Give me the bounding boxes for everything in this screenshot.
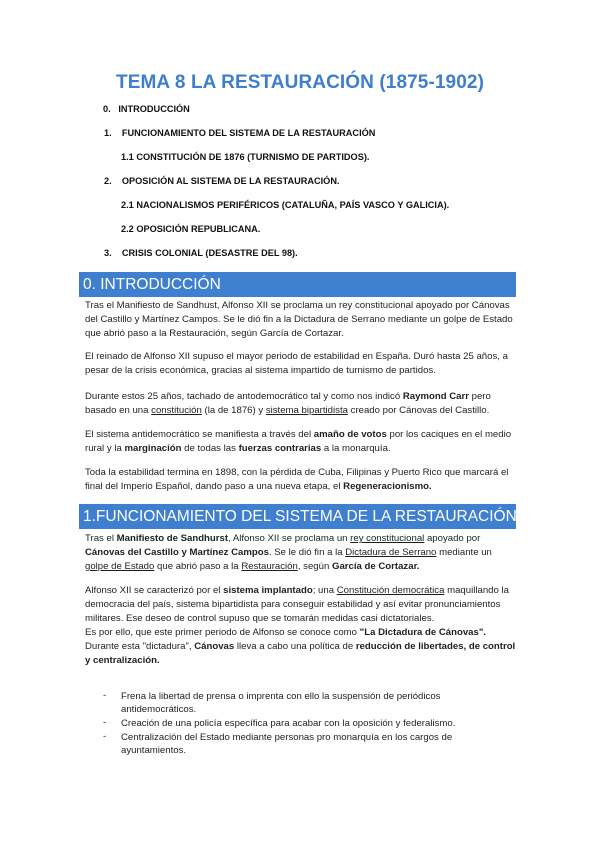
toc-text: INTRODUCCIÓN	[118, 104, 190, 114]
toc-item-2-2	[121, 224, 260, 234]
toc-item-3	[104, 248, 298, 258]
toc-text: 2.2 OPOSICIÓN REPUBLICANA.	[121, 224, 261, 234]
toc-number: 1.	[104, 128, 112, 138]
toc-text: CRISIS COLONIAL (DESASTRE DEL 98).	[121, 248, 298, 258]
list-item: Frena la libertad de prensa o imprenta con ello la suspensión de periódicos antidemocráticos.	[121, 691, 441, 715]
funcionamiento-paragraph-2: Alfonso XII se caracterizó por el sistema implantado; una Constitución democrática maquillando la democracia del país, sistema bipartidista para conseguir estabilidad y así evitar pronunciamientos militares. Ese deseo de control supuso que se tomarán medidas casi dictatoriales. Es por ello, que este primer periodo de Alfonso se conoce como "La Dictadura de Cánovas". Durante esta "dictadura", Cánovas lleva a cabo una política de reducción de libertades, de control y centralización.	[85, 585, 516, 666]
toc-number: 2.	[104, 176, 112, 186]
bullet-marker: -	[103, 731, 107, 742]
list-item: Creación de una policía específica para acabar con la oposición y federalismo.	[121, 718, 456, 729]
intro-paragraph-1: Tras el Manifiesto de Sandhust, Alfonso XII se proclama un rey constitucional apoyado por Cánovas del Castillo y Martínez Campos. Se le dió fin a la Dictadura de Serrano mediante un golpe de Estado que abrió paso a la Restauración, según García de Cortazar.	[85, 300, 513, 339]
toc-text: FUNCIONAMIENTO DEL SISTEMA DE LA RESTAURACIÓN	[121, 128, 376, 138]
toc-text: 1.1 CONSTITUCIÓN DE 1876 (TURNISMO DE PARTIDOS).	[121, 152, 370, 162]
intro-paragraph-4: El sistema antidemocrático se manifiesta a través del amaño de votos por los caciques en el medio rural y la marginación de todas las fuerzas contrarias a la monarquía.	[85, 429, 512, 454]
funcionamiento-paragraph-1: Tras el Manifiesto de Sandhurst, Alfonso XII se proclama un rey constitucional apoyado por Cánovas del Castillo y Martínez Campos. Se le dió fin a la Dictadura de Serrano mediante un golpe de Estado que abrió paso a la Restauración, según García de Cortazar.	[85, 533, 492, 572]
toc-item-0	[103, 104, 190, 114]
toc-item-1-1	[121, 152, 369, 162]
toc-number: 3.	[104, 248, 112, 258]
toc-item-1	[104, 128, 375, 138]
section-heading-funcionamiento: 1.FUNCIONAMIENTO DEL SISTEMA DE LA RESTAURACIÓN	[79, 504, 516, 529]
bullet-marker: -	[103, 690, 107, 701]
toc-text: OPOSICIÓN AL SISTEMA DE LA RESTAURACIÓN.	[121, 176, 340, 186]
document-title: TEMA 8 LA RESTAURACIÓN (1875-1902)	[116, 72, 484, 93]
intro-paragraph-5: Toda la estabilidad termina en 1898, con la pérdida de Cuba, Filipinas y Puerto Rico que marcará el final del Imperio Español, dando paso a una nueva etapa, el Regeneracionismo.	[85, 467, 509, 492]
toc-item-2-1	[121, 200, 449, 210]
list-item: Centralización del Estado mediante personas pro monarquía en los cargos de ayuntamientos.	[121, 732, 453, 756]
toc-item-2	[104, 176, 340, 186]
intro-paragraph-3: Durante estos 25 años, tachado de antodemocrático tal y como nos indicó Raymond Carr pero basado en una constitución (la de 1876) y sistema bipartidista creado por Cánovas del Castillo.	[85, 391, 491, 416]
section-heading-introduccion: 0. INTRODUCCIÓN	[79, 272, 516, 297]
toc-text: 2.1 NACIONALISMOS PERIFÉRICOS (CATALUÑA, PAÍS VASCO Y GALICIA).	[121, 200, 450, 210]
intro-paragraph-2: El reinado de Alfonso XII supuso el mayor periodo de estabilidad en España. Duró hasta 25 años, a pesar de la crisis económica, gracias al sistema impartido de turnismo de partidos.	[85, 351, 508, 376]
toc-number: 0.	[103, 104, 111, 114]
bullet-marker: -	[103, 717, 107, 728]
